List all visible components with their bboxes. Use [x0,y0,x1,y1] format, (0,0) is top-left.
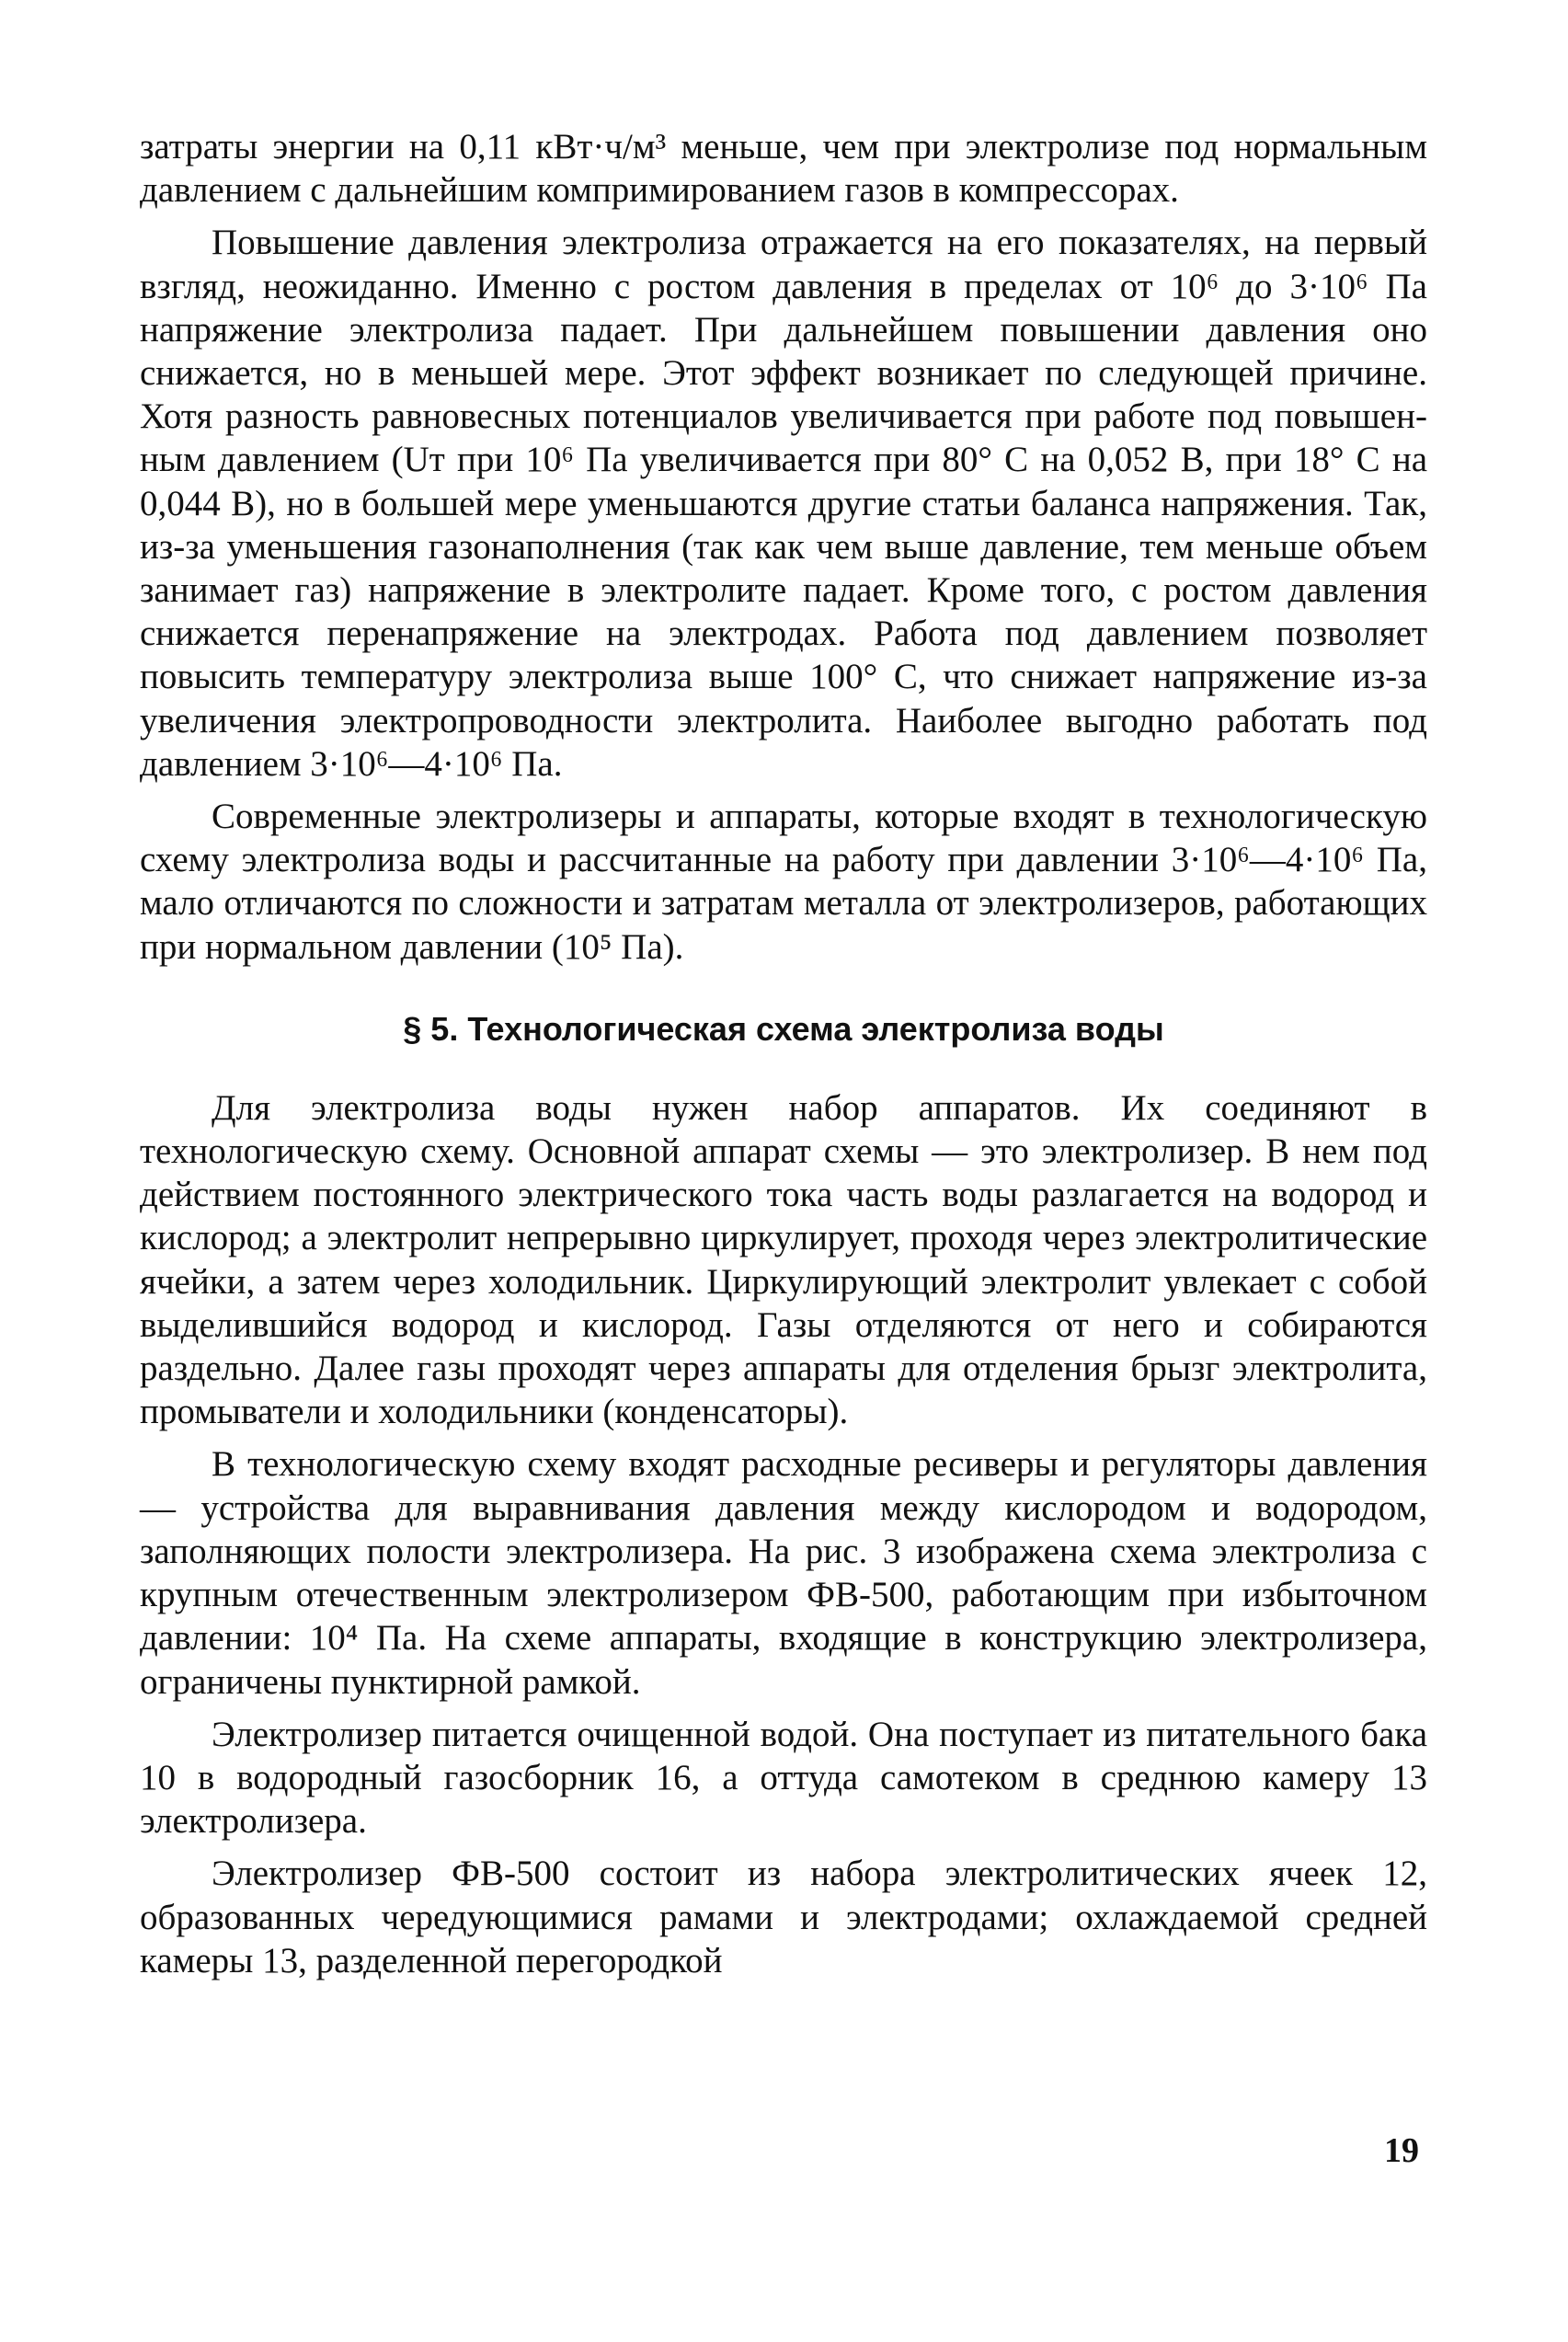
paragraph-apparatus-set: Для электролиза воды нужен набор аппаратов. Их соединяют в технологическую схему. Основной аппарат схемы — это электролизер. В нем под действием постоянного электрического тока часть воды разлагается на водород и кислород; а электролит непрерывно циркулирует, проходя через электролитические ячейки, а затем через холодильник. Циркулирующий электролит увлекает с собой выделившийся водород и кислород. Газы отделяются от него и собираются раздельно. Далее газы проходят через аппараты для отделения брызг электролита, промыватели и холодильники (конденсаторы). [140,1087,1427,1432]
paragraph-water-feed: Электролизер питается очищенной водой. Она поступает из питательного бака 10 в водородный газосборник 16, а оттуда самотеком в среднюю камеру 13 электролизера. [140,1714,1427,1842]
paragraph-receivers-regulators: В технологическую схему входят расходные ресиверы и регуляторы давления — устройства для выравнивания давления между кислородом и водородом, заполняющих полости электролизера. На рис. 3 изображена схема электролиза с крупным отечественным электролизером ФВ-500, работающим при избыточном давлении: 10⁴ Па. На схеме аппараты, входящие в конструкцию электролизера, ограничены пунктирной рамкой. [140,1444,1427,1702]
paragraph-pressure-effect: Повышение давления электролиза отражается на его показателях, на первый взгляд, неожиданно. Именно с ростом давления в пределах от 10⁶ до 3·10⁶ Па напряжение электролиза падает. При дальнейшем повышении давления оно снижается, но в меньшей мере. Этот эффект возникает по следующей причине. Хотя разность равновесных потенциалов увеличивается при работе под повышенным давлением (Uт при 10⁶ Па увеличивается при 80° С на 0,052 В, при 18° С на 0,044 В), но в большей мере уменьшаются другие статьи баланса напряжения. Так, из-за уменьшения газонаполнения (так как чем выше давление, тем меньше объем занимает газ) напряжение в электролите падает. Кроме того, с ростом давления снижается перенапряжение на электродах. Работа под давлением позволяет повысить температуру электролиза выше 100° С, что снижает напряжение из-за увеличения электропроводности электролита. Наиболее выгодно работать под давлением 3·10⁶—4·10⁶ Па. [140,223,1427,784]
page-body [140,125,1427,1982]
paragraph-modern-electrolyzers: Современные электролизеры и аппараты, которые входят в технологическую схему электролиза воды и рассчитанные на работу при давлении 3·10⁶—4·10⁶ Па, мало отличаются по сложности и затратам металла от электролизеров, работающих при нормальном давлении (10⁵ Па). [140,797,1427,967]
section-heading: § 5. Технологическая схема электролиза воды [403,1009,1164,1048]
page-number: 19 [1384,2131,1419,2170]
paragraph-fv500-structure: Электролизер ФВ-500 состоит из набора электролитических ячеек 12, образованных чередующимися рамами и электродами; охлаждаемой средней камеры 13, разделенной перегородкой [140,1854,1427,1980]
paragraph-energy-cost: затраты энергии на 0,11 кВт·ч/м³ меньше, чем при электролизе под нормальным давлением с дальнейшим компримированием газов в компрессорах. [140,127,1427,211]
